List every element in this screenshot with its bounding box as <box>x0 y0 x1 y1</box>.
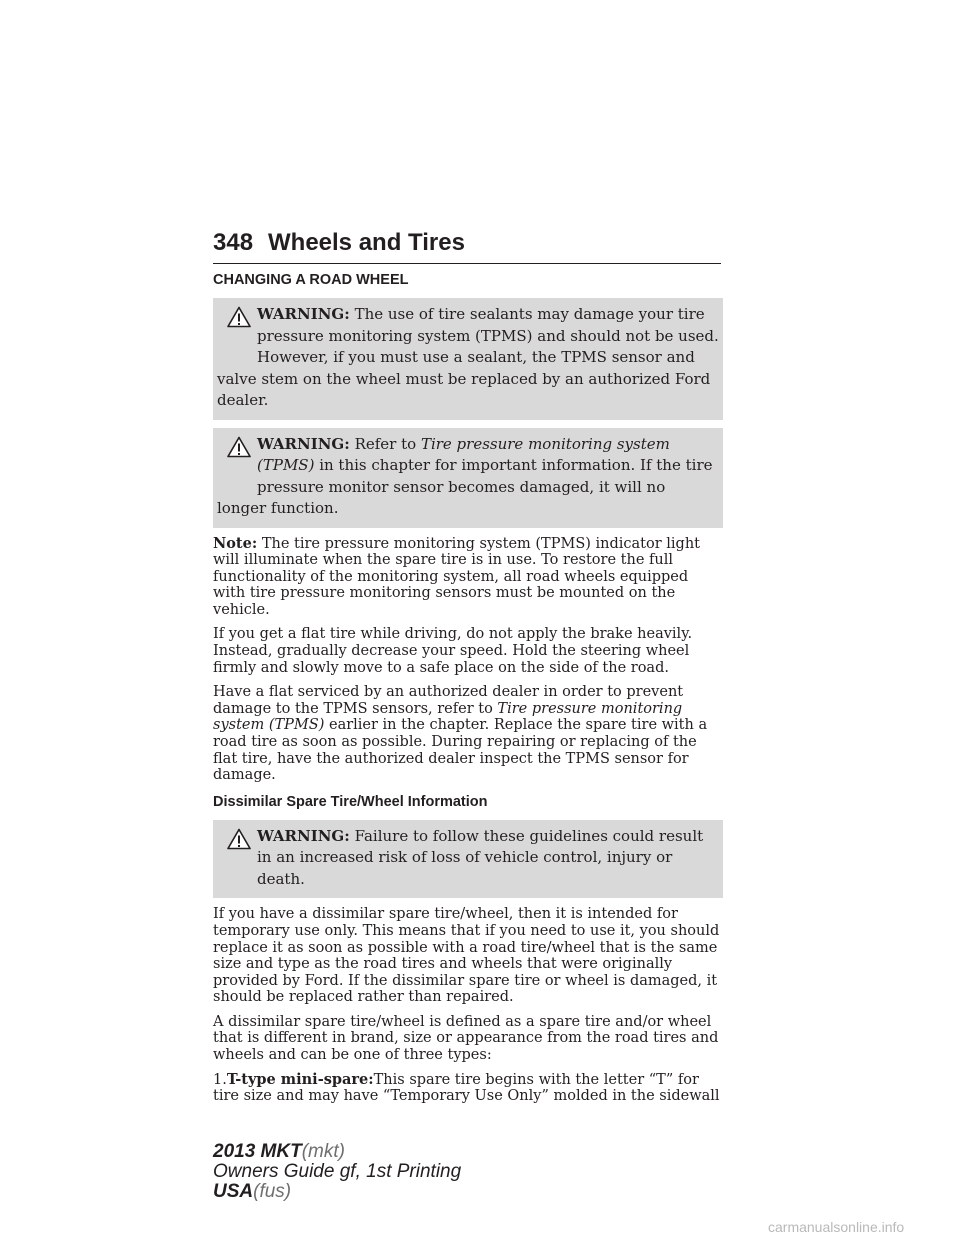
list-number: 1. <box>213 1071 227 1088</box>
page-content <box>213 272 723 1113</box>
page-number: 348 <box>213 229 254 256</box>
watermark: carmanualsonline.info <box>768 1219 905 1235</box>
warning-text: in this chapter for important information. If the tire pressure monitor sensor becomes damaged, it will no longer function. <box>217 456 713 517</box>
flat-tire-paragraph: If you get a flat tire while driving, do not apply the brake heavily. Instead, gradually decrease your speed. Hold the steering wheel firmly and slowly move to a safe place on the side of the road. <box>213 626 693 676</box>
print-footer <box>213 1142 461 1202</box>
dissimilar-definition-paragraph: A dissimilar spare tire/wheel is defined as a spare tire and/or wheel that is different in brand, size or appearance from the road tires and wheels and can be one of three types: <box>213 1013 719 1064</box>
footer-model: 2013 MKT <box>213 1141 302 1162</box>
footer-line-3 <box>213 1182 461 1202</box>
warning-triangle-icon <box>217 306 257 348</box>
list-item-label: T-type mini-spare: <box>226 1070 374 1088</box>
note-text: The tire pressure monitoring system (TPMS) indicator light will illuminate when the spare tire is in use. To restore the full functionality of the monitoring system, all road wheels equipped with tire pressure monitoring sensors must be mounted on the vehicle. <box>213 535 700 618</box>
warning-reference: Tire pressure monitoring system (TPMS) <box>257 434 670 474</box>
dissimilar-use-paragraph: If you have a dissimilar spare tire/wheel, then it is intended for temporary use only. This means that if you need to use it, you should replace it as soon as possible with a road tire/wheel that is the same size and type as the road tires and wheels that were originally provided by Ford. If the dissimilar spare tire or wheel is damaged, it should be replaced rather than repaired. <box>213 906 720 1006</box>
warning-triangle-icon <box>217 436 257 478</box>
service-reference: Tire pressure monitoring system (TPMS) <box>213 700 683 734</box>
service-text: Have a flat serviced by an authorized dealer in order to prevent damage to the TPMS sensors, refer to <box>213 684 684 717</box>
footer-market: USA <box>213 1181 254 1202</box>
warning-text: Failure to follow these guidelines could result in an increased risk of loss of vehicle control, injury or death. <box>257 826 704 888</box>
warning-box-1 <box>213 298 723 420</box>
warning-box-3 <box>213 820 723 899</box>
service-text: earlier in the chapter. Replace the spare tire with a road tire as soon as possible. During repairing or replacing of the flat tire, have the authorized dealer inspect the TPMS sensor for damage. <box>213 717 708 784</box>
warning-label: WARNING: <box>257 826 350 845</box>
warning-text: The use of tire sealants may damage your tire pressure monitoring system (TPMS) and should not be used. However, if you must use a sealant, the TPMS sensor and valve stem on the wheel must be replaced by an authorized Ford dealer. <box>217 305 719 409</box>
warning-label: WARNING: <box>257 305 350 323</box>
list-item <box>213 1072 723 1105</box>
note-label: Note: <box>213 534 258 552</box>
service-paragraph <box>213 684 723 784</box>
warning-box-2 <box>213 428 723 528</box>
footer-market-code: (fus) <box>253 1181 292 1202</box>
warning-text: Refer to <box>354 434 421 453</box>
warning-label: WARNING: <box>257 434 350 453</box>
chapter-title: Wheels and Tires <box>268 229 465 256</box>
note-paragraph <box>213 536 723 619</box>
footer-line-2: Owners Guide gf, 1st Printing <box>213 1161 462 1182</box>
section-heading: CHANGING A ROAD WHEEL <box>213 272 409 288</box>
subheading: Dissimilar Spare Tire/Wheel Information <box>213 793 488 810</box>
page-header <box>213 225 721 264</box>
footer-line-1 <box>213 1142 461 1162</box>
footer-model-code: (mkt) <box>301 1141 345 1162</box>
warning-triangle-icon <box>217 828 257 870</box>
list-item-text: This spare tire begins with the letter “T” for tire size and may have “Temporary Use Only” molded in the sidewall <box>213 1071 720 1105</box>
